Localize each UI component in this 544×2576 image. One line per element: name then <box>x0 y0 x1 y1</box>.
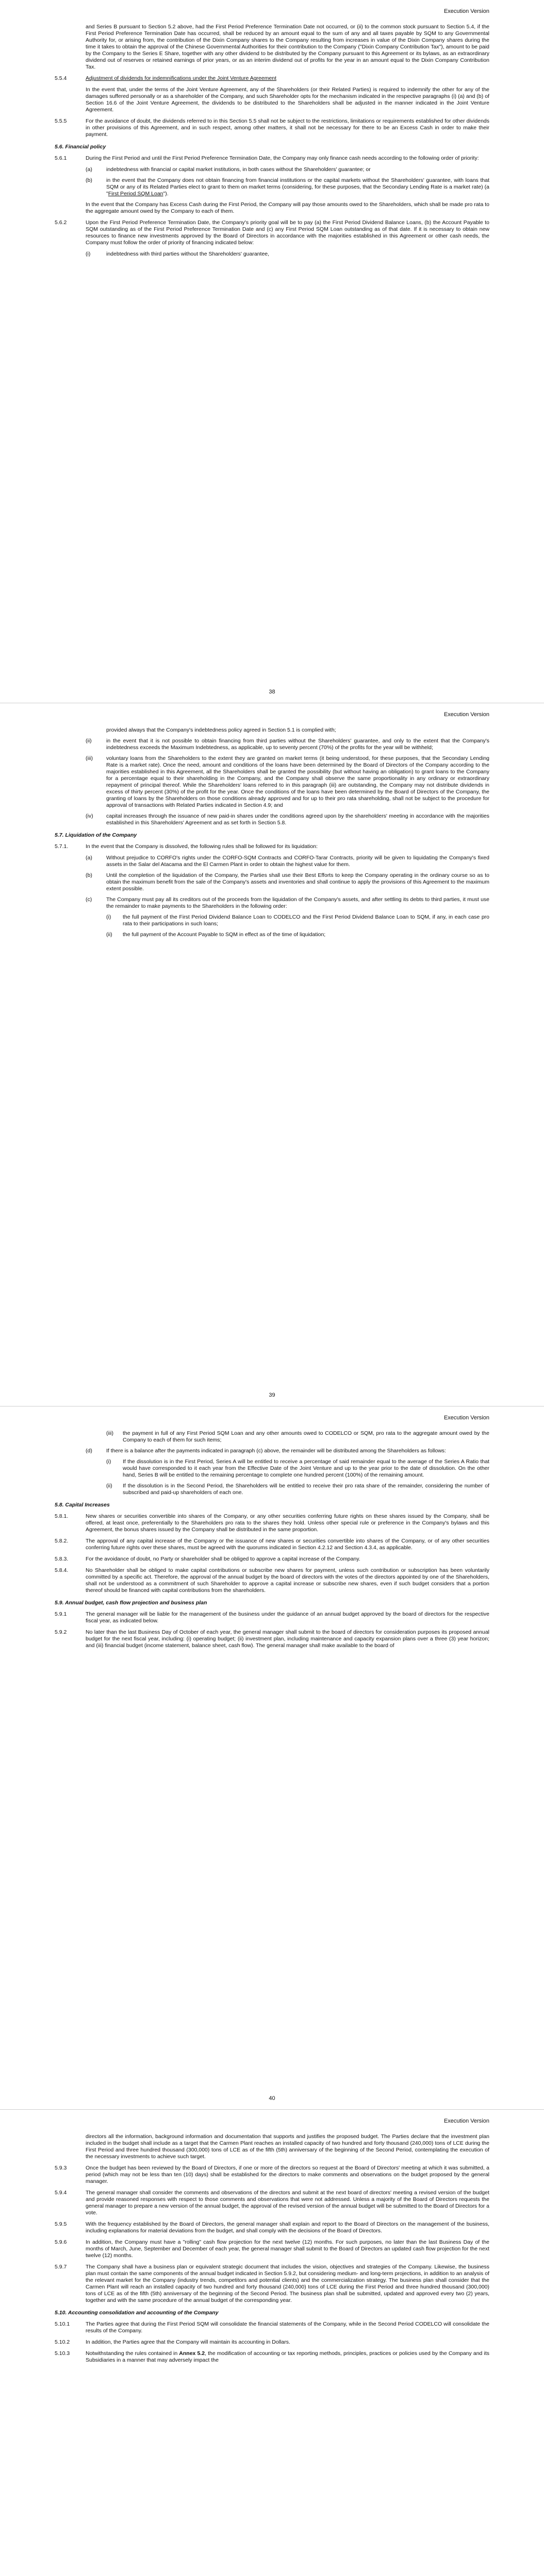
section-number: 5.6.2 <box>55 219 67 226</box>
list-label: (c) <box>86 896 92 903</box>
list-text: If the dissolution is in the First Period, Series A will be entitled to receive a percentage of said remainder equal to the average of the Series A Ratio that would have corresponded to it each year from the Effective Date of the Joint Venture and up to the year prior to the date of dissolution. On the other hand, Series B will be entitled to the remaining percentage to complete one hundred percent (100%) of the remaining amount. <box>123 1459 489 1478</box>
list-label: (iii) <box>106 1430 113 1436</box>
section-text: In addition, the Parties agree that the Company will maintain its accounting in Dollars. <box>86 2339 290 2345</box>
list-item <box>55 166 489 173</box>
section-number: 5.10.1 <box>55 2321 70 2327</box>
section-number: 5.8.3. <box>55 1556 69 1562</box>
list-text: indebtedness with third parties without the Shareholders' guarantee, <box>106 251 270 257</box>
list-label: (iii) <box>86 755 93 761</box>
section-text: The general manager will be liable for the management of the business under the guidance of an annual budget approved by the board of directors for the respective fiscal year, as indicated below. <box>86 1611 489 1624</box>
section-number: 5.7.1. <box>55 843 69 850</box>
page-header: Execution Version <box>443 1415 489 1421</box>
section-5-8-4 <box>55 1567 489 1594</box>
section-5-6-2 <box>55 219 489 246</box>
section-5-9-1 <box>55 1611 489 1624</box>
list-item <box>55 855 489 868</box>
list-item <box>55 738 489 751</box>
list-item <box>55 914 489 927</box>
section-text: Notwithstanding the rules contained in <box>86 2350 179 2357</box>
section-text: New shares or securities convertible into shares of the Company, or any other securities conferring future rights on these shares issued by the Company, shall be offered, at least once, preferentially to the Shareholders pro rata to the shares they hold. Unless other special rule or preference in the Company's bylaws and this Agreement, the bonus shares issued by the Company shall be distributed in the same proportion. <box>86 1513 489 1533</box>
list-item <box>55 872 489 892</box>
section-number: 5.8.2. <box>55 1538 69 1544</box>
list-text: the full payment of the Account Payable to SQM in effect as of the time of liquidation; <box>123 931 326 938</box>
section-number: 5.8.4. <box>55 1567 69 1573</box>
paragraph: In the event that the Company has Excess Cash during the First Period, the Company will pay those amounts owed to the Shareholders, which shall be made pro rata to the aggregate amount owed by the Company to each of them. <box>86 201 489 214</box>
section-text: No later than the last Business Day of October of each year, the general manager shall submit to the board of directors for consideration purposes its proposed annual budget for the next fiscal year, including: (i) operating budget; (ii) investment plan, including maintenance and capacity expansion plans over a three (3) year horizon; and (iii) financial budget (income statement, balance sheet, cash flow). The general manager shall make available to the board of <box>86 1629 489 1649</box>
section-5-9-3 <box>55 2165 489 2185</box>
list-item <box>55 931 489 938</box>
annex-reference: Annex 5.2 <box>179 2350 205 2357</box>
section-number: 5.5.4 <box>55 75 67 81</box>
section-number: 5.10.3 <box>55 2350 70 2357</box>
page-header: Execution Version <box>443 2118 489 2124</box>
section-heading: 5.9. Annual budget, cash flow projection and business plan <box>55 1600 207 1606</box>
section-5-10-1 <box>55 2321 489 2334</box>
page-number: 40 <box>269 2095 275 2102</box>
list-text: Until the completion of the liquidation of the Company, the Parties shall use their Best Efforts to keep the Company operating in the ordinary course so as to obtain the maximum benefit from the sale of the Company's assets and inventories and shall continue to apply the provisions of this Agreement to the maximum extent possible. <box>106 872 489 892</box>
section-text: With the frequency established by the Board of Directors, the general manager shall explain and report to the Board of Directors on the management of the business, including explanations for material deviations from the budget, and shall comply with the decisions of the Board of Directors. <box>86 2221 489 2234</box>
list-text: capital increases through the issuance of new paid-in shares under the conditions agreed upon by the shareholders' meeting in accordance with the majorities established in this Shareholders' Agreement and as set forth in Section 5.8. <box>106 813 489 826</box>
list-text: Without prejudice to CORFO's rights under the CORFO-SQM Contracts and CORFO-Tarar Contracts, priority will be given to liquidating the Company's fixed assets in the Salar del Atacama and the El Carmen Plant in order to obtain the highest value for them. <box>106 855 489 868</box>
list-label: (ii) <box>106 1483 112 1489</box>
section-heading: 5.10. Accounting consolidation and accounting of the Company <box>55 2310 219 2316</box>
list-text: If there is a balance after the payments indicated in paragraph (c) above, the remainder will be distributed among the Shareholders as follows: <box>106 1448 446 1454</box>
section-5-10-2 <box>55 2339 489 2346</box>
defined-term: First Period SQM Loan <box>108 191 163 197</box>
section-number: 5.9.7 <box>55 2264 67 2270</box>
section-number: 5.8.1. <box>55 1513 69 1519</box>
list-item <box>55 251 489 258</box>
list-text: If the dissolution is in the Second Period, the Shareholders will be entitled to receive their pro rata share of the remainder, considering the number of subscribed and paid-up shareholders of each one. <box>123 1483 489 1496</box>
section-5-5-5 <box>55 118 489 138</box>
section-number: 5.9.4 <box>55 2190 67 2196</box>
section-5-9-6 <box>55 2239 489 2259</box>
page-header: Execution Version <box>443 711 489 718</box>
page-number: 39 <box>269 1392 275 1398</box>
section-title: Adjustment of dividends for indemnifications under the Joint Venture Agreement <box>86 75 277 81</box>
list-text: the full payment of the First Period Dividend Balance Loan to CODELCO and the First Period Dividend Balance Loan to SQM, if any, in each case pro rata to their participations in such loans; <box>123 914 489 927</box>
section-5-8-3 <box>55 1556 489 1563</box>
section-text: In addition, the Company must have a "rolling" cash flow projection for the next twelve (12) months. For such purposes, no later than the last Business Day of the months of March, June, September and December of each year, the general manager shall submit to the Board of Directors an updated cash flow projection for the next twelve (12) months. <box>86 2239 489 2259</box>
list-label: (b) <box>86 872 92 878</box>
list-label: (i) <box>86 251 91 257</box>
list-item <box>55 1459 489 1479</box>
list-item <box>55 755 489 809</box>
list-text: The Company must pay all its creditors out of the proceeds from the liquidation of the Company's assets, and after settling its debts to third parties, it must use the remainder to make payments to the Shareholders in the following order: <box>106 896 489 909</box>
section-number: 5.10.2 <box>55 2339 70 2345</box>
section-text: For the avoidance of doubt, the dividends referred to in this Section 5.5 shall not be subject to the restrictions, limitations or requirements established for other dividends in other provisions of this Agreement, and in such respect, among other matters, it shall not be necessary for there to be an Excess Cash in order to make their payment. <box>86 118 489 138</box>
list-label: (a) <box>86 166 92 173</box>
list-label: (ii) <box>86 738 92 744</box>
list-item <box>55 813 489 826</box>
page-number: 38 <box>269 689 275 695</box>
list-item <box>55 1430 489 1444</box>
list-text: in the event that the Company does not obtain financing from financial institutions or the capital markets without the Shareholders' guarantee, with loans that SQM or any of its Related Parties elect to grant to them on market terms (considering, for these purposes, that the Secondary Lending Rate is a market rate) (a " <box>106 177 489 197</box>
section-5-5-4 <box>55 75 489 82</box>
list-text: the payment in full of any First Period SQM Loan and any other amounts owed to CODELCO or SQM, pro rata to the aggregate amount owed by the Company to each of them for such items; <box>123 1430 489 1443</box>
section-text: For the avoidance of doubt, no Party or shareholder shall be obliged to approve a capital increase of the Company. <box>86 1556 360 1562</box>
list-text: voluntary loans from the Shareholders to the extent they are granted on market terms (it being understood, for these purposes, that the Secondary Lending Rate is a market rate). Once the need, amount and conditions of the loans have been determined by the Board of Directors of the Company according to the majorities established in this Agreement, all the Shareholders shall be granted the possibility (but without having an obligation) to grant loans to the Company for a percentage equal to their shareholding in the Company, and the Company shall observe the same proportionality in any ordinary or extraordinary repayment of principal thereof. While the Shareholders' loans referred to in this paragraph (iii) are outstanding, the Company may not distribute dividends in excess of thirty percent (30%) of the profit for the year. Once the conditions of the loans have been determined by the Board of Directors of the Company, the granting of loans by the Shareholders on those conditions already approved and for up to their pro rata shareholding, shall not be subject to the procedure for approval of transactions with Related Parties indicated in Section 4.9; and <box>106 755 489 808</box>
document-page <box>0 0 544 703</box>
section-text: The Company shall have a business plan or equivalent strategic document that includes the vision, objectives and strategies of the Company. Likewise, the business plan must contain the same components of the annual budget indicated in Section 5.9.2, but considering medium- and long-term projections, in addition to an analysis of the relevant market for the Company (industry trends, competitors and potential clients) and the commercialization strategy. The business plan shall consider that the Carmen Plant will reach an installed capacity of two hundred and forty thousand (240,000) tons of LCE during the First Period and three hundred thousand (300,000) tons of LCE as of the fifth (5th) anniversary of the beginning of the Second Period. The business plan shall be submitted, updated and approved every two (2) years, together and with the same procedure of the annual budget of the corresponding year. <box>86 2264 489 2303</box>
list-item <box>55 1483 489 1496</box>
list-text: indebtedness with financial or capital market institutions, in both cases without the Shareholders' guarantee; or <box>106 166 371 173</box>
paragraph: In the event that, under the terms of the Joint Venture Agreement, any of the Shareholders (or their Related Parties) is required to indemnify the other for any of the damages suffered personally or as a shareholder of the Company, and such Shareholder opts for the mechanism indicated in the respective paragraphs (i) (a) and (b) of Section 16.6 of the Joint Venture Agreement, the dividends to be distributed to the Shareholders shall be adjusted in the manner indicated in the Joint Venture Agreement. <box>86 87 489 113</box>
paragraph: and Series B pursuant to Section 5.2 above, had the First Period Preference Termination Date not occurred, or (ii) to the common stock pursuant to Section 5.4, if the First Period Preference Termination Date has occurred, shall be reduced by an amount equal to the sum of any and all taxes payable by SQM to any Governmental Authority for, or arising from, the contribution of the Dixin Company shares to the Company resulting from increases in value of the Dixin Company shares during the time it takes to obtain the approval of the Chinese Governmental Authorities for their contribution to the Company ("Dixin Company Contribution Tax"), amount to be paid by the Company to the Series E Share, together with any other dividend to be distributed by the Company pursuant to this Agreement or its bylaws, as an extraordinary dividend out of reserves or retained earnings of prior years, or as an interim dividend out of profits for the year in an amount equal to the Dixin Company Contribution Tax. <box>86 24 489 70</box>
section-text: No Shareholder shall be obliged to make capital contributions or subscribe new shares for payment, unless such contribution or subscription has been voluntarily committed by a specific act. Therefore, the approval of the annual budget by the board of directors with the votes of the directors appointed by one of the Shareholders, shall not be understood as a commitment of such Shareholder to approve a capital increase or subscribe new shares, even if such budget considers that a portion thereof should be financed with capital contributions from the shareholders. <box>86 1567 489 1594</box>
section-5-10-3 <box>55 2350 489 2364</box>
section-text: Once the budget has been reviewed by the Board of Directors, if one or more of the directors so request at the Board of Directors' meeting at which it was submitted, a period (which may not be less than ten (10) days) shall be established for the directors to make comments and observations on the budget proposed by the general manager. <box>86 2165 489 2184</box>
document-page <box>0 2110 544 2576</box>
list-label: (i) <box>106 1459 111 1465</box>
document-page <box>0 1406 544 2110</box>
section-5-6-1 <box>55 155 489 162</box>
section-number: 5.9.1 <box>55 1611 67 1617</box>
section-5-9-7 <box>55 2264 489 2304</box>
list-label: (a) <box>86 855 92 861</box>
section-text: , the modification of accounting or tax reporting methods, principles, practices or policies used by the Company and its Subsidiaries in a manner that may adversely impact the <box>86 2350 489 2363</box>
list-label: (i) <box>106 914 111 920</box>
section-number: 5.9.5 <box>55 2221 67 2227</box>
section-heading: 5.6. Financial policy <box>55 144 106 150</box>
section-5-8-2 <box>55 1538 489 1551</box>
section-heading: 5.7. Liquidation of the Company <box>55 832 137 838</box>
paragraph: provided always that the Company's indebtedness policy agreed in Section 5.1 is complied with; <box>106 727 336 733</box>
section-5-8-1 <box>55 1513 489 1533</box>
list-item <box>55 177 489 197</box>
section-number: 5.5.5 <box>55 118 67 124</box>
list-label: (ii) <box>106 931 112 938</box>
section-text: The Parties agree that during the First Period SQM will consolidate the financial statements of the Company, while in the Second Period CODELCO will consolidate the results of the Company. <box>86 2321 489 2334</box>
section-text: The approval of any capital increase of the Company or the issuance of new shares or securities convertible into shares of the Company, or of any other securities conferring future rights over these shares, must be agreed with the quorums indicated in Section 4.2.12 and Section 4.3.4, as applicable. <box>86 1538 489 1551</box>
list-text: in the event that it is not possible to obtain financing from third parties without the Shareholders' guarantee, and only to the extent that the Company's indebtedness exceeds the Maximum Indebtedness, as applicable, up to seventy percent (70%) of the profits for the year will be withheld; <box>106 738 489 751</box>
section-5-9-5 <box>55 2221 489 2234</box>
section-5-9-2 <box>55 1629 489 1649</box>
list-text: "). <box>163 191 169 197</box>
section-number: 5.6.1 <box>55 155 67 161</box>
section-number: 5.9.6 <box>55 2239 67 2245</box>
page-header: Execution Version <box>443 8 489 14</box>
section-number: 5.9.3 <box>55 2165 67 2171</box>
section-text: Upon the First Period Preference Termination Date, the Company's priority goal will be to pay (a) the First Period Dividend Balance Loans, (b) the Account Payable to SQM outstanding as of the First Period Preference Termination Date and (c) any First Period SQM Loan outstanding as of that date. If it is necessary to obtain new resources to finance new investments approved by the Board of Directors in accordance with the majorities established in this Agreement or other cash needs, the Company must follow the order of priority of financing indicated below: <box>86 219 489 246</box>
list-label: (iv) <box>86 813 93 819</box>
list-label: (b) <box>86 177 92 183</box>
section-number: 5.9.2 <box>55 1629 67 1635</box>
section-text: In the event that the Company is dissolved, the following rules shall be followed for its liquidation: <box>86 843 318 850</box>
paragraph: directors all the information, background information and documentation that supports and justifies the proposed budget. The Parties declare that the investment plan included in the budget shall include as a target that the Carmen Plant reaches an installed capacity of two hundred and forty thousand (240,000) tons of LCE during the First Period and three hundred thousand (300,000) tons of LCE as of the fifth (5th) anniversary of the beginning of the Second Period, contemplating the execution of the necessary investments to achieve such target. <box>86 2133 489 2160</box>
list-item <box>55 896 489 910</box>
section-text: During the First Period and until the First Period Preference Termination Date, the Company may only finance cash needs according to the following order of priority: <box>86 155 479 161</box>
document-page <box>0 703 544 1406</box>
section-heading: 5.8. Capital Increases <box>55 1502 110 1508</box>
section-text: The general manager shall consider the comments and observations of the directors and submit at the next board of directors' meeting a revised version of the budget and provide reasoned responses with respect to those comments and observations that were not addressed. Unless a majority of the Board of Directors requests the general manager to prepare a new version of the annual budget, the approval of the revised version of the annual budget will be submitted to the Board of Directors for a vote. <box>86 2190 489 2216</box>
section-5-9-4 <box>55 2190 489 2216</box>
section-5-7-1 <box>55 843 489 850</box>
list-label: (d) <box>86 1448 92 1454</box>
list-item <box>55 1448 489 1454</box>
